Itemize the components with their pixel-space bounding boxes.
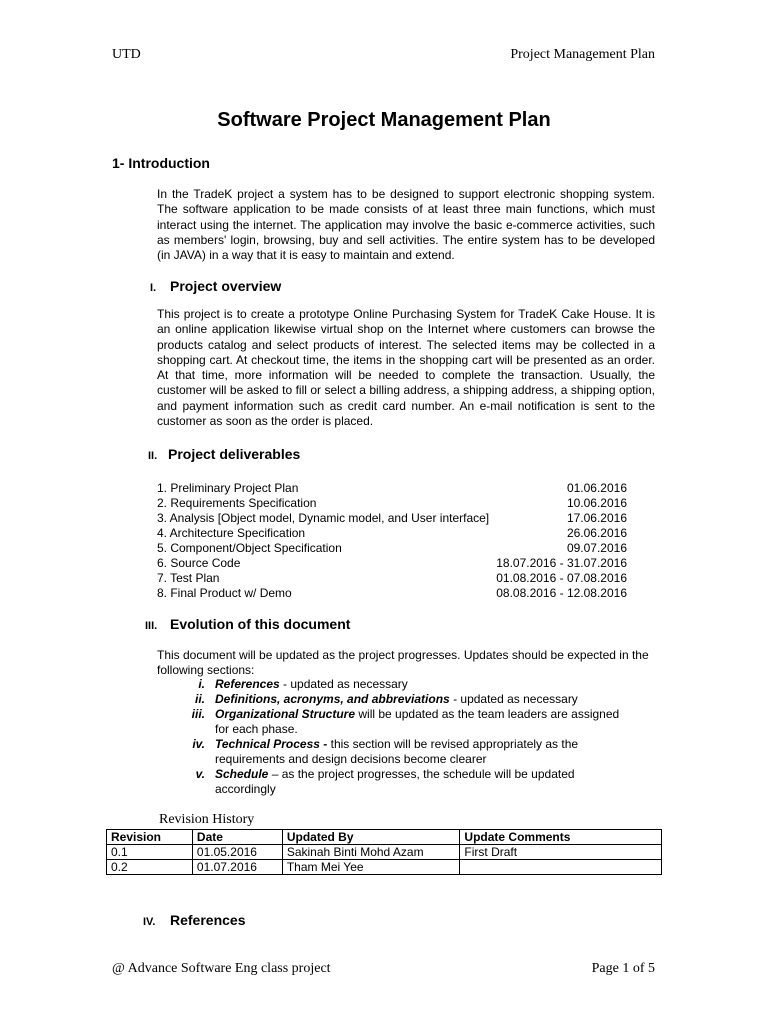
evolution-item-numeral: iii.: [191, 707, 205, 721]
overview-heading-text: Project overview: [170, 278, 282, 294]
table-cell: 01.05.2016: [192, 845, 282, 860]
table-cell: Sakinah Binti Mohd Azam: [282, 845, 460, 860]
deliverable-date: 08.08.2016 - 12.08.2016: [496, 586, 627, 600]
introduction-paragraph: In the TradeK project a system has to be designed to support electronic shopping system. The software application to be made consists of at least three main functions, which must interact using the internet. The application may involve the basic e-commerce activities, such as members' login, browsing, buy and sell activities. The entire system has to be developed (in JAVA) in a way that it is easy to maintain and extend.: [157, 187, 655, 263]
references-heading-text: References: [170, 912, 246, 928]
deliverable-label: 1. Preliminary Project Plan: [157, 481, 299, 495]
deliverable-label: 2. Requirements Specification: [157, 496, 317, 510]
table-cell: First Draft: [460, 845, 662, 860]
overview-paragraph: This project is to create a prototype Online Purchasing System for TradeK Cake House. It is an online application likewise virtual shop on the Internet where customers can browse the products catalog and select products of interest. The selected items may be collected in a shopping cart. At checkout time, the items in the shopping cart will be presented as an order. At that time, more information will be needed to complete the transaction. Usually, the customer will be asked to fill or select a billing address, a shipping address, a shipping option, and payment information such as credit card number. An e-mail notification is sent to the customer as soon as the order is placed.: [157, 307, 655, 429]
evolution-item: [157, 677, 627, 692]
header-right: Project Management Plan: [510, 47, 655, 62]
evolution-item: [157, 707, 627, 737]
document-title: Software Project Management Plan: [217, 109, 551, 131]
deliverable-date: 18.07.2016 - 31.07.2016: [496, 556, 627, 570]
evolution-list: [157, 677, 627, 797]
deliverable-date: 09.07.2016: [566, 541, 627, 555]
table-cell: 0.1: [107, 845, 193, 860]
deliverable-label: 6. Source Code: [157, 556, 241, 570]
deliverable-item: [157, 556, 627, 571]
deliverable-item: [157, 586, 627, 601]
deliverable-item: [157, 481, 627, 496]
column-header: Update Comments: [460, 830, 662, 845]
evolution-item-text: – as the project progresses, the schedule will be updated accordingly: [215, 767, 575, 796]
deliverable-label: 8. Final Product w/ Demo: [157, 586, 292, 600]
deliverable-date: 26.06.2016: [566, 526, 627, 540]
overview-number: I.: [150, 282, 157, 294]
deliverable-label: 3. Analysis [Object model, Dynamic model, and User interface]: [157, 511, 490, 525]
deliverable-item: [157, 496, 627, 511]
deliverable-item: [157, 526, 627, 541]
deliverable-item: [157, 571, 627, 586]
deliverables-heading: [148, 446, 300, 462]
evolution-item-title: Technical Process -: [215, 737, 328, 751]
evolution-item-text: will be updated as the team leaders are assigned for each phase.: [215, 707, 620, 736]
deliverable-date: 10.06.2016: [566, 496, 627, 510]
column-header: Updated By: [282, 830, 460, 845]
deliverable-label: 4. Architecture Specification: [157, 526, 306, 540]
evolution-intro: This document will be updated as the project progresses. Updates should be expected in the following sections:: [157, 648, 649, 678]
deliverables-number: II.: [148, 450, 158, 462]
evolution-item: [157, 692, 627, 707]
deliverable-date: 01.08.2016 - 07.08.2016: [496, 571, 627, 585]
table-cell: 01.07.2016: [192, 860, 282, 875]
evolution-item-text: - updated as necessary: [279, 677, 408, 691]
revision-history-caption: Revision History: [159, 812, 255, 827]
evolution-item-title: Definitions, acronyms, and abbreviations: [215, 692, 450, 706]
deliverable-item: [157, 511, 627, 526]
table-cell: [460, 860, 662, 875]
evolution-item-title: References: [215, 677, 280, 691]
evolution-heading: [145, 616, 350, 632]
page-number: Page 1 of 5: [591, 961, 655, 976]
overview-heading: [150, 278, 281, 294]
table-row: [107, 845, 662, 860]
evolution-item-title: Organizational Structure: [215, 707, 356, 721]
evolution-item: [157, 737, 627, 767]
table-cell: 0.2: [107, 860, 193, 875]
introduction-heading: 1- Introduction: [112, 155, 210, 171]
evolution-item-numeral: i.: [198, 677, 205, 691]
column-header: Revision: [107, 830, 193, 845]
deliverable-item: [157, 541, 627, 556]
deliverables-heading-text: Project deliverables: [168, 446, 301, 462]
deliverable-label: 5. Component/Object Specification: [157, 541, 342, 555]
evolution-item-numeral: ii.: [194, 692, 205, 706]
evolution-item-text: - updated as necessary: [449, 692, 578, 706]
references-heading: [143, 912, 246, 928]
evolution-item-text: this section will be revised appropriately as the requirements and design decisions become clearer: [215, 737, 579, 766]
evolution-item-numeral: v.: [195, 767, 205, 781]
table-row: [107, 860, 662, 875]
deliverable-date: 01.06.2016: [566, 481, 627, 495]
table-cell: Tham Mei Yee: [282, 860, 460, 875]
header-left: UTD: [112, 47, 141, 62]
deliverable-label: 7. Test Plan: [157, 571, 220, 585]
references-number: IV.: [143, 916, 156, 928]
table-header-row: [107, 830, 662, 845]
evolution-number: III.: [145, 620, 158, 632]
evolution-item-numeral: iv.: [192, 737, 205, 751]
revision-history-table: [106, 829, 662, 875]
deliverable-date: 17.06.2016: [566, 511, 627, 525]
evolution-heading-text: Evolution of this document: [170, 616, 351, 632]
evolution-item-title: Schedule: [215, 767, 269, 781]
footer-left: @ Advance Software Eng class project: [112, 961, 331, 976]
column-header: Date: [192, 830, 282, 845]
deliverables-list: [157, 481, 627, 601]
evolution-item: [157, 767, 627, 797]
